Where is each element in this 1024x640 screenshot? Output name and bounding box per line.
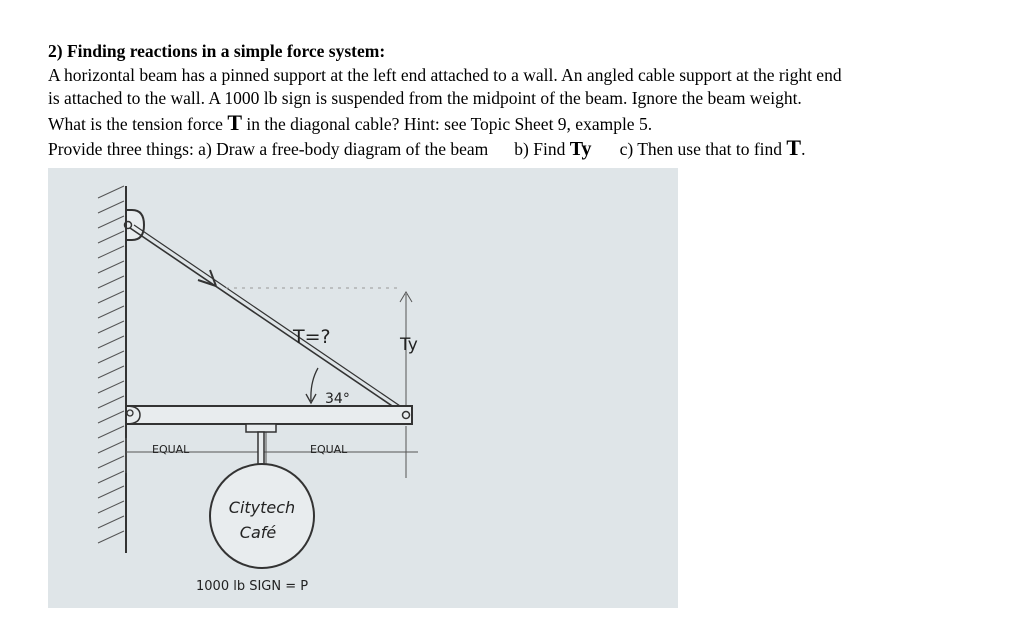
problem-text <box>48 40 988 162</box>
ty-symbol: Ty <box>569 138 592 160</box>
sign-weight-label: 1000 lb SIGN = P <box>196 579 309 594</box>
problem-line-2: is attached to the wall. A 1000 lb sign is suspended from the midpoint of the beam. Ignore the beam weight. <box>48 88 802 108</box>
t-symbol: T <box>786 135 802 160</box>
question-text: What is the tension force <box>48 113 223 134</box>
beam-sketch <box>48 168 678 608</box>
problem-heading: 2) Finding reactions in a simple force system: <box>48 41 386 61</box>
problem-line-3 <box>48 111 988 137</box>
angle-label: 34° <box>325 391 350 407</box>
part-c: c) Then use that to find <box>619 139 783 159</box>
tension-symbol: T <box>227 109 243 135</box>
question-hint: in the diagonal cable? Hint: see Topic Sheet 9, example 5. <box>246 113 653 134</box>
problem-line-1: A horizontal beam has a pinned support at the left end attached to a wall. An angled cable support at the right end <box>48 64 842 85</box>
beam <box>126 406 412 424</box>
part-a: Provide three things: a) Draw a free-body diagram of the beam <box>48 139 489 159</box>
sign-name: Citytech <box>228 498 296 517</box>
wall <box>98 186 126 553</box>
diagonal-cable <box>130 225 406 414</box>
part-b: b) Find <box>514 139 566 159</box>
period: . <box>801 139 806 159</box>
sketch-photo <box>48 168 678 608</box>
sign-cafe: Café <box>239 523 277 542</box>
ty-label: Ty <box>400 335 418 355</box>
equal-right-label: EQUAL <box>310 443 348 456</box>
tension-label: T=? <box>293 326 331 348</box>
equal-left-label: EQUAL <box>152 443 190 456</box>
sign-hanger <box>246 424 276 466</box>
problem-line-4 <box>48 136 988 162</box>
